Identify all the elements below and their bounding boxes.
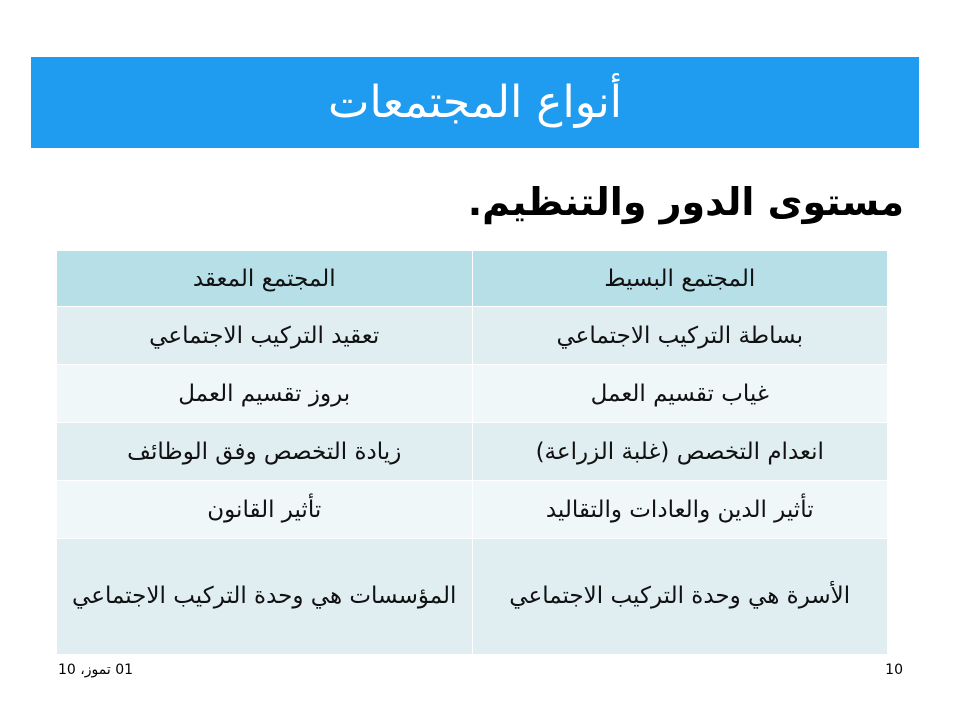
cell-complex: بروز تقسيم العمل <box>57 365 473 423</box>
header-simple-society: المجتمع البسيط <box>472 251 888 307</box>
cell-complex: زيادة التخصص وفق الوظائف <box>57 423 473 481</box>
comparison-table <box>56 250 888 655</box>
cell-simple: غياب تقسيم العمل <box>472 365 888 423</box>
table-header-row <box>57 251 888 307</box>
table-row <box>57 539 888 655</box>
cell-simple: الأسرة هي وحدة التركيب الاجتماعي <box>472 539 888 655</box>
cell-complex: تأثير القانون <box>57 481 473 539</box>
footer-date: 01 تموز، 10 <box>58 662 134 678</box>
cell-simple: بساطة التركيب الاجتماعي <box>472 307 888 365</box>
slide-title: أنواع المجتمعات <box>328 77 622 128</box>
page-number: 10 <box>885 662 903 678</box>
cell-simple: انعدام التخصص (غلبة الزراعة) <box>472 423 888 481</box>
cell-complex: تعقيد التركيب الاجتماعي <box>57 307 473 365</box>
table-row <box>57 365 888 423</box>
cell-complex: المؤسسات هي وحدة التركيب الاجتماعي <box>57 539 473 655</box>
table-row <box>57 423 888 481</box>
table-row <box>57 481 888 539</box>
title-bar <box>31 57 919 148</box>
slide-subtitle: مستوى الدور والتنظيم. <box>467 180 904 224</box>
table-row <box>57 307 888 365</box>
cell-simple: تأثير الدين والعادات والتقاليد <box>472 481 888 539</box>
header-complex-society: المجتمع المعقد <box>57 251 473 307</box>
